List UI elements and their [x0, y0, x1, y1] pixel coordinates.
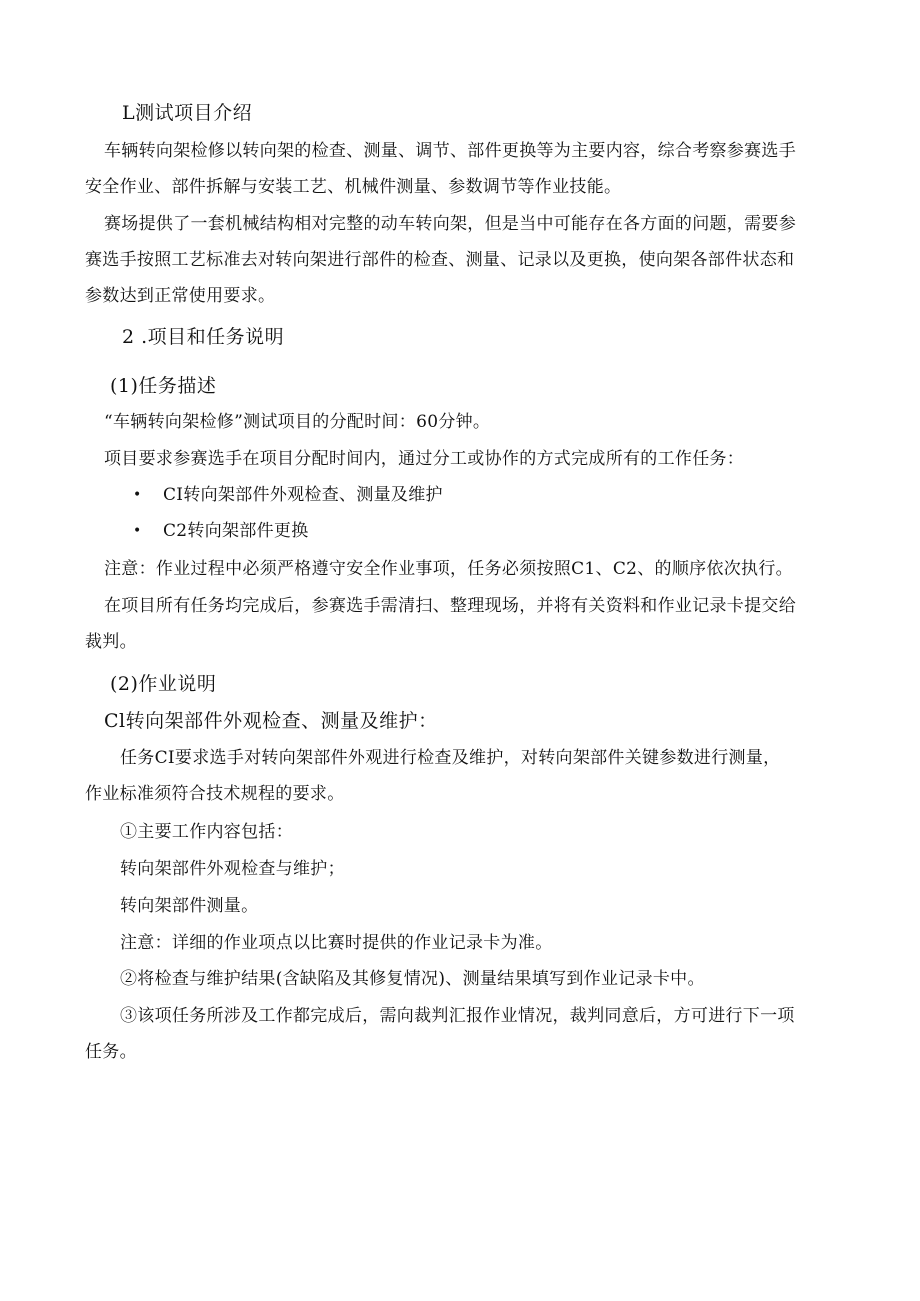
- item-2-line: ②将检查与维护结果(含缺陷及其修复情况)、测量结果填写到作业记录卡中。: [120, 969, 705, 989]
- order-note-line: 注意：作业过程中必须严格遵守安全作业事项，任务必须按照C1、C2、的顺序依次执行。: [104, 559, 793, 579]
- c1-heading: Cl转向架部件外观检查、测量及维护：: [104, 710, 438, 732]
- section-1-para-1-line-2: 安全作业、部件拆解与安装工艺、机械件测量、参数调节等作业技能。: [85, 177, 622, 197]
- section-1-para-2-line-3: 参数达到正常使用要求。: [85, 286, 276, 306]
- section-2-heading: 2 .项目和任务说明: [122, 326, 285, 348]
- finish-line-1: 在项目所有任务均完成后，参赛选手需清扫、整理现场，并将有关资料和作业记录卡提交给: [104, 596, 796, 616]
- work-description-heading: (2)作业说明: [110, 673, 217, 695]
- item-1-note: 注意：详细的作业项点以比赛时提供的作业记录卡为准。: [120, 933, 553, 953]
- bullet-dot-icon: •: [133, 523, 142, 539]
- item-3-line-2: 任务。: [85, 1042, 137, 1062]
- item-3-line-1: ③该项任务所涉及工作都完成后，需向裁判汇报作业情况，裁判同意后，方可进行下一项: [120, 1006, 795, 1026]
- item-1-line-2: 转向架部件测量。: [120, 896, 259, 916]
- finish-line-2: 裁判。: [85, 632, 137, 652]
- task-description-heading: (1)任务描述: [110, 375, 217, 397]
- bullet-task-c1: CI转向架部件外观检查、测量及维护: [163, 485, 443, 505]
- allotted-time-line: “车辆转向架检修”测试项目的分配时间：60分钟。: [104, 412, 491, 432]
- section-1-para-1-line-1: 车辆转向架检修以转向架的检查、测量、调节、部件更换等为主要内容，综合考察参赛选手: [104, 141, 796, 161]
- item-1-line-1: 转向架部件外观检查与维护；: [120, 859, 345, 879]
- item-1-title: ①主要工作内容包括：: [120, 822, 293, 842]
- section-1-para-2-line-1: 赛场提供了一套机械结构相对完整的动车转向架，但是当中可能存在各方面的问题，需要参: [104, 214, 796, 234]
- requirement-line: 项目要求参赛选手在项目分配时间内，通过分工或协作的方式完成所有的工作任务：: [104, 449, 745, 469]
- section-1-heading: L测试项目介绍: [122, 102, 253, 124]
- section-1-para-2-line-2: 赛选手按照工艺标准去对转向架进行部件的检查、测量、记录以及更换，使向架各部件状态和: [85, 250, 795, 270]
- c1-desc-line-2: 作业标准须符合技术规程的要求。: [85, 784, 345, 804]
- c1-desc-line-1: 任务CI要求选手对转向架部件外观进行检查及维护，对转向架部件关键参数进行测量，: [120, 748, 781, 768]
- bullet-task-c2: C2转向架部件更换: [163, 521, 309, 541]
- bullet-dot-icon: •: [133, 487, 142, 503]
